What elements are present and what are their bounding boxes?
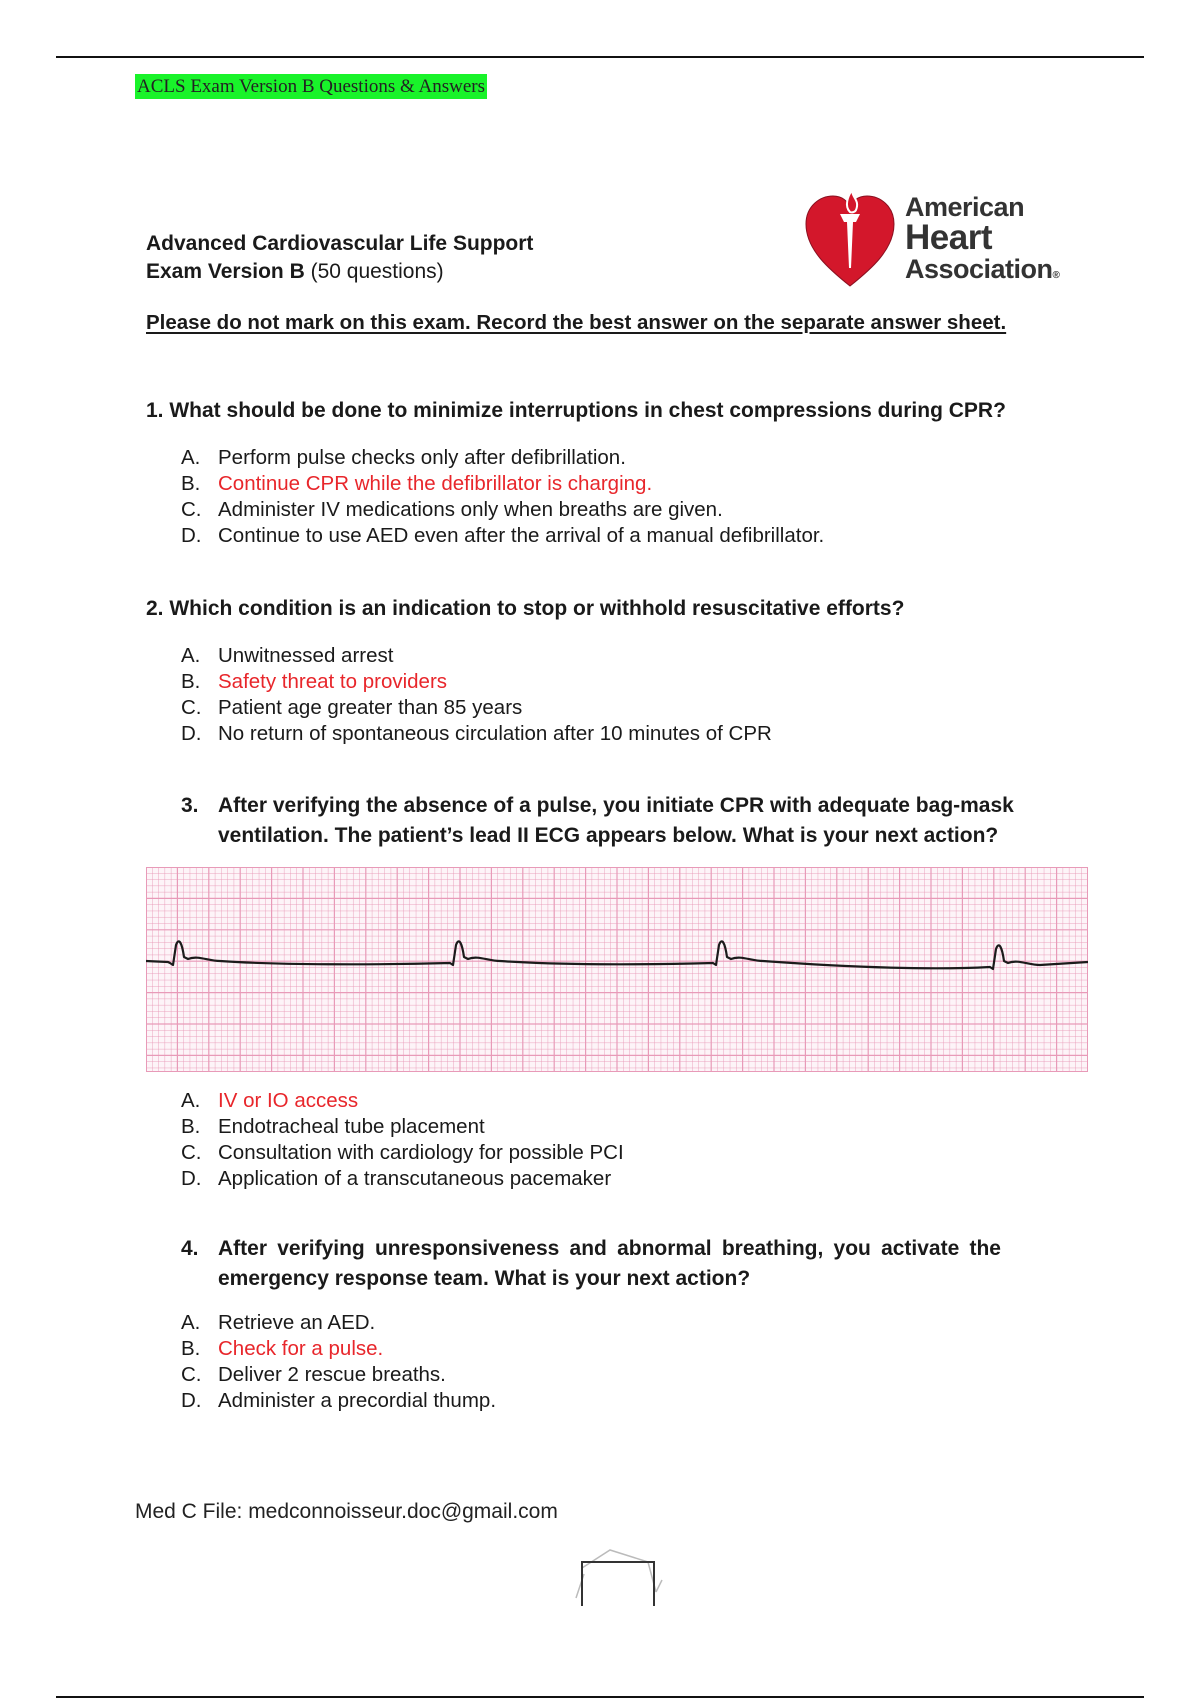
exam-version: Exam Version B (50 questions) bbox=[146, 260, 444, 283]
option-3b: B. Endotracheal tube placement bbox=[181, 1115, 485, 1138]
question-4: 4. After verifying unresponsiveness and abnormal breathing, you activate the emergency response team. What is your next action? bbox=[181, 1237, 1001, 1290]
aha-logo bbox=[800, 178, 1090, 293]
option-2c: C. Patient age greater than 85 years bbox=[181, 696, 523, 719]
option-1a: A. Perform pulse checks only after defibrillation. bbox=[181, 446, 626, 469]
question-1-options bbox=[181, 445, 824, 549]
exam-instructions: Please do not mark on this exam. Record the best answer on the separate answer sheet. bbox=[146, 311, 1007, 334]
top-rule bbox=[56, 56, 1144, 58]
bottom-rule bbox=[56, 1696, 1144, 1698]
question-1: 1. What should be done to minimize interruptions in chest compressions during CPR? bbox=[146, 399, 1006, 422]
option-2a: A. Unwitnessed arrest bbox=[181, 644, 394, 667]
footer-contact: Med C File: medconnoisseur.doc@gmail.com bbox=[135, 1500, 558, 1523]
logo-wordmark: American Heart Association® bbox=[905, 192, 1060, 284]
option-2d: D. No return of spontaneous circulation after 10 minutes of CPR bbox=[181, 722, 772, 745]
option-4d: D. Administer a precordial thump. bbox=[181, 1389, 497, 1412]
question-2-options bbox=[181, 643, 772, 747]
option-4c: C. Deliver 2 rescue breaths. bbox=[181, 1363, 446, 1386]
option-3d: D. Application of a transcutaneous pacemaker bbox=[181, 1167, 612, 1190]
exam-header bbox=[146, 230, 533, 286]
option-3a-correct: A. IV or IO access bbox=[181, 1089, 359, 1112]
option-4b-correct: B. Check for a pulse. bbox=[181, 1337, 384, 1360]
option-1b-correct: B. Continue CPR while the defibrillator is charging. bbox=[181, 472, 653, 495]
exam-title: Advanced Cardiovascular Life Support bbox=[146, 232, 534, 255]
question-4-options bbox=[181, 1310, 496, 1414]
option-1d: D. Continue to use AED even after the arrival of a manual defibrillator. bbox=[181, 524, 825, 547]
option-1c: C. Administer IV medications only when breaths are given. bbox=[181, 498, 723, 521]
question-3: 3. After verifying the absence of a pulse, you initiate CPR with adequate bag-mask ventilation. The patient’s lead II ECG appears below. What is your next action? bbox=[181, 794, 1014, 847]
question-2: 2. Which condition is an indication to stop or withhold resuscitative efforts? bbox=[146, 597, 905, 620]
option-2b-correct: B. Safety threat to providers bbox=[181, 670, 448, 693]
document-banner: ACLS Exam Version B Questions & Answers bbox=[137, 76, 485, 97]
stamp-mark bbox=[570, 1540, 670, 1610]
option-3c: C. Consultation with cardiology for possible PCI bbox=[181, 1141, 624, 1164]
option-4a: A. Retrieve an AED. bbox=[181, 1311, 376, 1334]
heart-torch-icon bbox=[800, 178, 900, 293]
ecg-strip bbox=[146, 867, 1088, 1072]
question-3-options bbox=[181, 1088, 624, 1192]
